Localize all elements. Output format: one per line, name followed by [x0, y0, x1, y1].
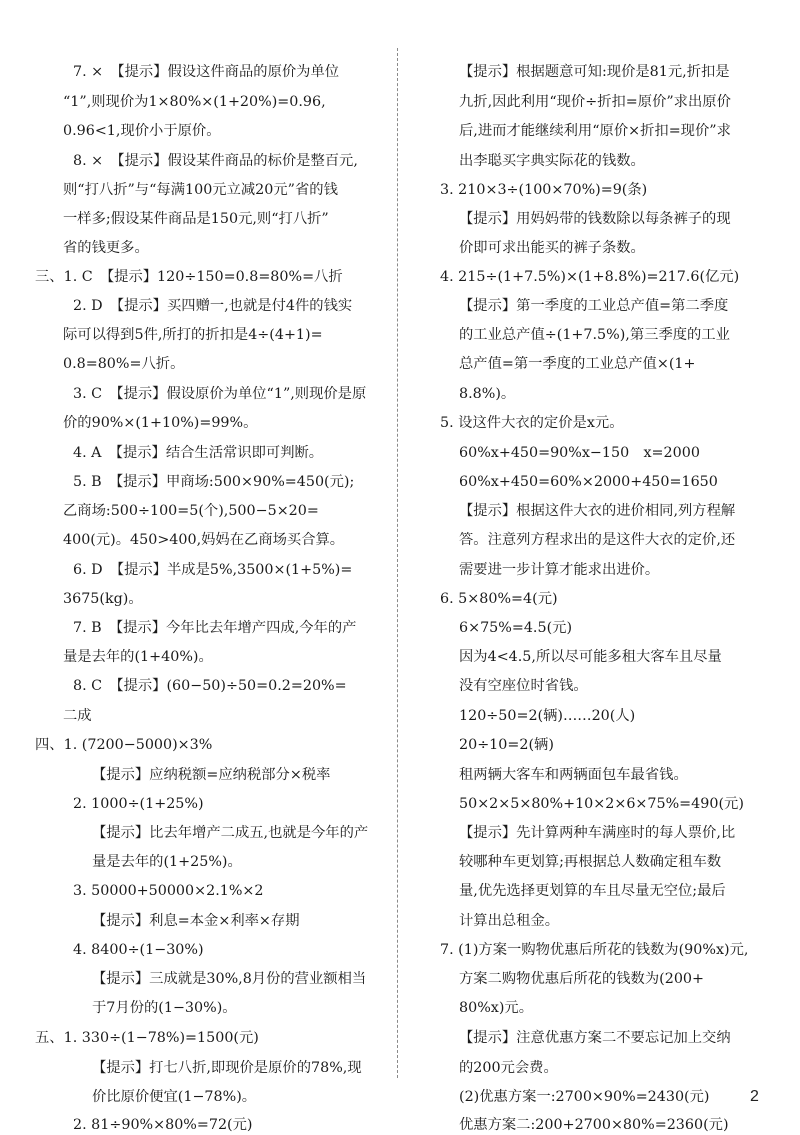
left-line: 于7月份的(1−30%)。	[92, 1000, 237, 1016]
left-line: 7. × 【提示】假设这件商品的原价为单位	[73, 64, 340, 80]
left-line: 2. D 【提示】买四赠一,也就是付4件的钱实	[73, 298, 353, 314]
right-line: 120÷50=2(辆)……20(人)	[459, 708, 636, 724]
left-line: 5. B 【提示】甲商场:500×90%=450(元);	[73, 474, 355, 490]
right-line: 【提示】先计算两种车满座时的每人票价,比	[459, 825, 736, 841]
left-line: 二成	[63, 708, 92, 724]
right-line: 3. 210×3÷(100×70%)=9(条)	[440, 182, 648, 198]
left-line: 际可以得到5件,所打的折扣是4÷(4+1)=	[63, 327, 323, 343]
right-line: 九折,因此利用“现价÷折扣=原价”求出原价	[459, 94, 731, 110]
right-line: 6. 5×80%=4(元)	[440, 591, 558, 607]
right-line: 计算出总租金。	[459, 913, 560, 929]
right-line: 50×2×5×80%+10×2×6×75%=490(元)	[459, 796, 744, 812]
left-line: 4. A 【提示】结合生活常识即可判断。	[73, 445, 324, 461]
left-line: 8. C 【提示】(60−50)÷50=0.2=20%=	[73, 678, 347, 694]
left-line: 【提示】比去年增产二成五,也就是今年的产	[92, 825, 369, 841]
left-line: 2. 1000÷(1+25%)	[73, 796, 204, 812]
left-line: 价比原价便宜(1−78%)。	[92, 1089, 257, 1105]
left-line: 【提示】应纳税额=应纳税部分×税率	[92, 767, 331, 783]
column-divider	[397, 48, 398, 1078]
left-line: 0.96<1,现价小于原价。	[63, 123, 221, 139]
left-line: 3. 50000+50000×2.1%×2	[73, 883, 264, 899]
right-line: 80%x)元。	[459, 1000, 534, 1016]
left-line: 量是去年的(1+25%)。	[92, 854, 242, 870]
right-line: 6×75%=4.5(元)	[459, 620, 573, 636]
right-line: 没有空座位时省钱。	[459, 678, 588, 694]
left-line: 8. × 【提示】假设某件商品的标价是整百元,	[73, 153, 358, 169]
right-line: 4. 215÷(1+7.5%)×(1+8.8%)=217.6(亿元)	[440, 269, 740, 285]
right-line: 后,进而才能继续利用“原价×折扣=现价”求	[459, 123, 731, 139]
right-line: 【提示】用妈妈带的钱数除以每条裤子的现	[459, 211, 731, 227]
left-line: 0.8=80%=八折。	[63, 356, 185, 372]
left-line: 一样多;假设某件商品是150元,则“打八折”	[63, 211, 329, 227]
right-line: 租两辆大客车和两辆面包车最省钱。	[459, 767, 688, 783]
right-line: 【提示】注意优惠方案二不要忘记加上交纳	[459, 1030, 731, 1046]
right-line: (2)优惠方案一:2700×90%=2430(元)	[459, 1089, 710, 1105]
right-line: 优惠方案二:200+2700×80%=2360(元)	[459, 1117, 729, 1133]
left-line: 400(元)。450>400,妈妈在乙商场买合算。	[63, 532, 345, 548]
right-line: 【提示】根据这件大衣的进价相同,列方程解	[459, 503, 736, 519]
right-line: 较哪种车更划算;再根据总人数确定租车数	[459, 854, 722, 870]
left-line: 五、1. 330÷(1−78%)=1500(元)	[35, 1030, 259, 1046]
left-line: 【提示】打七八折,即现价是原价的78%,现	[92, 1060, 362, 1076]
right-line: 总产值=第一季度的工业总产值×(1+	[459, 356, 696, 372]
right-line: 8.8%)。	[459, 386, 516, 402]
right-line: 20÷10=2(辆)	[459, 737, 554, 753]
right-line: 因为4<4.5,所以尽可能多租大客车且尽量	[459, 649, 722, 665]
right-line: 量,优先选择更划算的车且尽量无空位;最后	[459, 883, 726, 899]
left-line: 3675(kg)。	[63, 591, 143, 607]
left-line: 三、1. C 【提示】120÷150=0.8=80%=八折	[35, 269, 343, 285]
right-line: 的工业总产值÷(1+7.5%),第三季度的工业	[459, 327, 730, 343]
left-line: 四、1. (7200−5000)×3%	[35, 737, 213, 753]
left-line: “1”,则现价为1×80%×(1+20%)=0.96,	[63, 94, 326, 110]
left-line: 省的钱更多。	[63, 240, 149, 256]
right-line: 5. 设这件大衣的定价是x元。	[440, 415, 624, 431]
right-line: 需要进一步计算才能求出进价。	[459, 562, 660, 578]
left-line: 6. D 【提示】半成是5%,3500×(1+5%)=	[73, 562, 353, 578]
right-line: 【提示】第一季度的工业总产值=第二季度	[459, 298, 729, 314]
left-line: 4. 8400÷(1−30%)	[73, 942, 204, 958]
right-line: 答。注意列方程求出的是这件大衣的定价,还	[459, 532, 736, 548]
left-line: 3. C 【提示】假设原价为单位“1”,则现价是原	[73, 386, 367, 402]
left-line: 【提示】三成就是30%,8月份的营业额相当	[92, 971, 367, 987]
left-line: 【提示】利息=本金×利率×存期	[92, 913, 300, 929]
right-line: 出李聪买字典实际花的钱数。	[459, 153, 645, 169]
right-line: 价即可求出能买的裤子条数。	[459, 240, 645, 256]
right-line: 60%x+450=90%x−150 x=2000	[459, 445, 700, 461]
right-line: 的200元会费。	[459, 1060, 558, 1076]
left-line: 7. B 【提示】今年比去年增产四成,今年的产	[73, 620, 357, 636]
right-line: 【提示】根据题意可知:现价是81元,折扣是	[459, 64, 730, 80]
right-line: 7. (1)方案一购物优惠后所花的钱数为(90%x)元,	[440, 942, 749, 958]
page-number: 2	[750, 1088, 759, 1105]
left-line: 乙商场:500÷100=5(个),500−5×20=	[63, 503, 319, 519]
right-line: 60%x+450=60%×2000+450=1650	[459, 474, 718, 490]
right-line: 方案二购物优惠后所花的钱数为(200+	[459, 971, 705, 987]
left-line: 量是去年的(1+40%)。	[63, 649, 213, 665]
left-line: 2. 81÷90%×80%=72(元)	[73, 1117, 253, 1133]
left-line: 则“打八折”与“每满100元立减20元”省的钱	[63, 182, 338, 198]
left-line: 价的90%×(1+10%)=99%。	[63, 415, 258, 431]
